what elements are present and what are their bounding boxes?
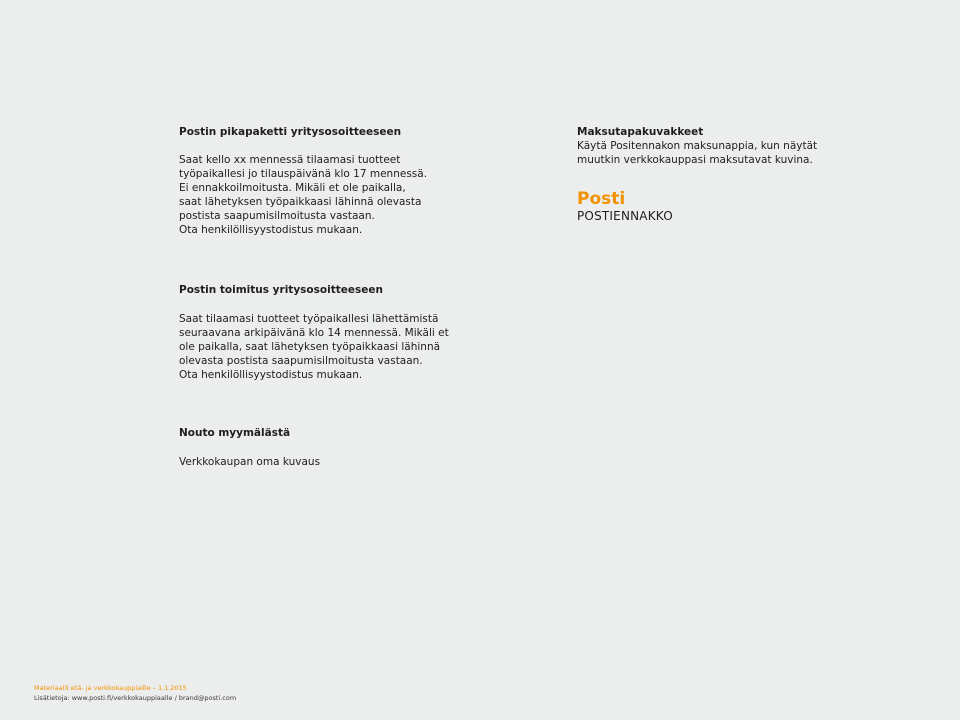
body-line: Ota henkilöllisyystodistus mukaan. [179, 224, 363, 236]
footer-title: Materiaalit etä- ja verkkokauppiaille – 1.1.2015 [34, 684, 187, 692]
body-line: työpaikallesi jo tilauspäivänä klo 17 mennessä. [179, 168, 428, 180]
section-maksutapa [577, 125, 817, 167]
section-pikapaketti [179, 125, 427, 237]
posti-logo-word: Posti [577, 189, 626, 209]
body-line: Ota henkilöllisyystodistus mukaan. [179, 369, 363, 381]
posti-logo-subtitle: POSTIENNAKKO [577, 209, 673, 223]
section-nouto [179, 426, 320, 469]
section-body [179, 455, 320, 469]
body-line: seuraavana arkipäivänä klo 14 mennessä. Mikäli et [179, 327, 449, 339]
footer-contact: Lisätietoja: www.posti.fi/verkkokauppiaalle / brand@posti.com [34, 694, 237, 702]
section-toimitus [179, 283, 449, 382]
page-footer [34, 683, 236, 703]
body-line: saat lähetyksen työpaikkaasi lähinnä olevasta [179, 196, 422, 208]
body-line: Verkkokaupan oma kuvaus [179, 456, 321, 468]
postiennakko-logo [577, 190, 673, 223]
section-body [577, 139, 817, 167]
section-body [179, 153, 427, 237]
section-body [179, 312, 449, 382]
body-line: Saat tilaamasi tuotteet työpaikallesi lähettämistä [179, 313, 439, 325]
body-line: muutkin verkkokauppasi maksutavat kuvina. [577, 154, 813, 166]
body-line: Saat kello xx mennessä tilaamasi tuotteet [179, 154, 401, 166]
body-line: olevasta postista saapumisilmoitusta vastaan. [179, 355, 423, 367]
section-heading: Postin toimitus yritysosoitteeseen [179, 284, 383, 296]
body-line: ole paikalla, saat lähetyksen työpaikkaasi lähinnä [179, 341, 441, 353]
section-heading: Nouto myymälästä [179, 427, 291, 439]
body-line: postista saapumisilmoitusta vastaan. [179, 210, 375, 222]
section-heading: Maksutapakuvakkeet [577, 126, 704, 138]
body-line: Ei ennakkoilmoitusta. Mikäli et ole paikalla, [179, 182, 406, 194]
body-line: Käytä Positennakon maksunappia, kun näytät [577, 140, 818, 152]
section-heading: Postin pikapaketti yritysosoitteeseen [179, 126, 402, 138]
